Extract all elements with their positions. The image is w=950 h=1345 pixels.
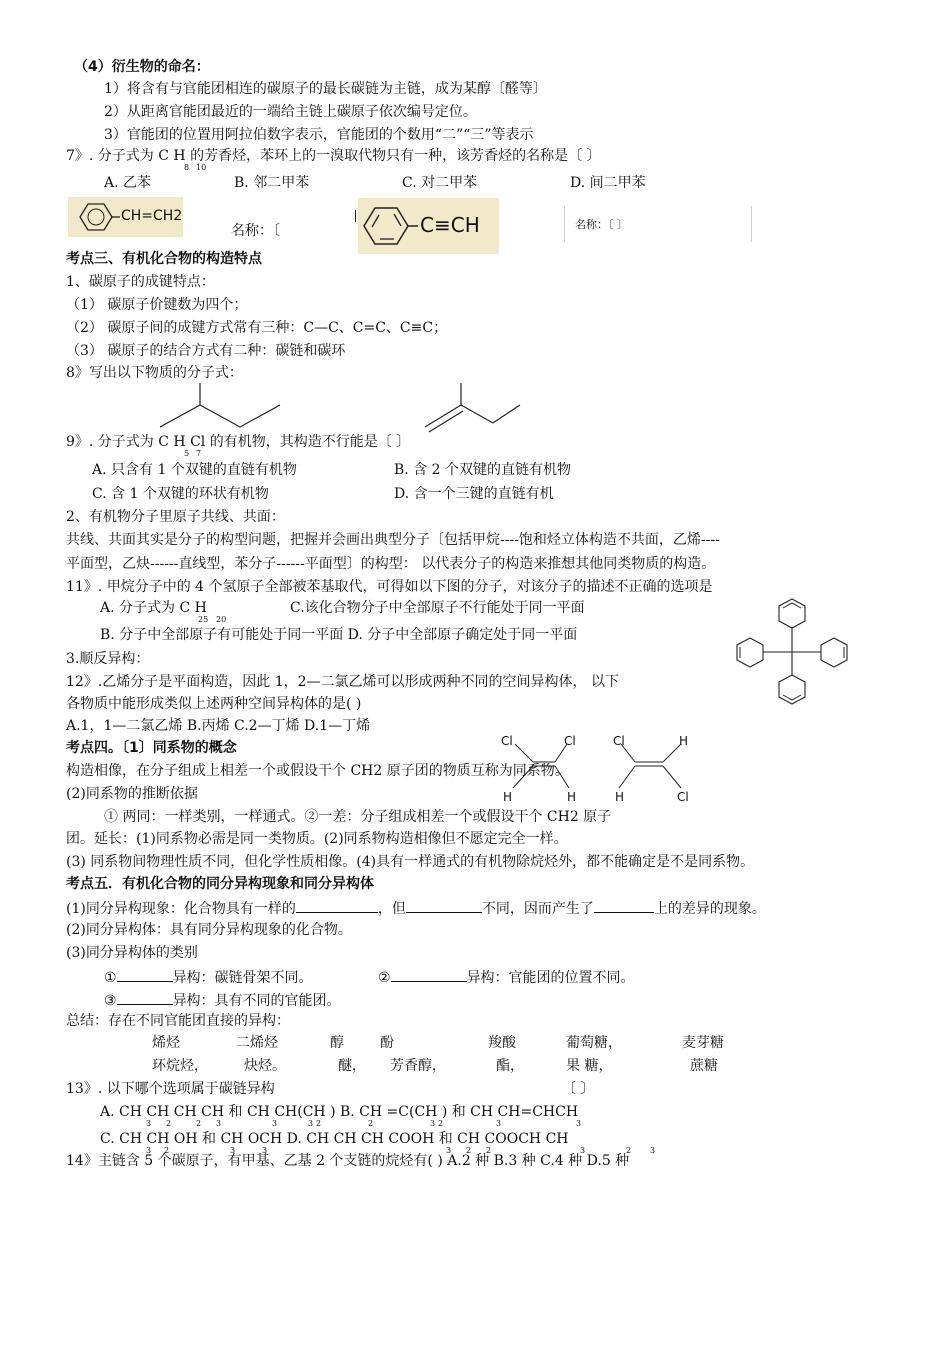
isomer-pair-bottom: 炔烃。	[244, 1058, 286, 1074]
subscript: 3	[496, 1119, 502, 1128]
paragraph: 平面型，乙炔------直线型，苯分子------平面型〕的构型： 以代表分子的构造来推想其他同类物质的构造。	[66, 556, 716, 572]
subscript: 3	[430, 1119, 436, 1128]
tetraphenylmethane-structure	[730, 597, 855, 709]
text: ③	[104, 993, 117, 1009]
paragraph: （1） 碳原子价键数为四个；	[66, 297, 248, 313]
isomer-pair-bottom: 果 糖，	[566, 1058, 613, 1074]
subscript: 3	[580, 1146, 586, 1155]
paragraph: 2、有机物分子里原子共线、共面：	[66, 509, 285, 525]
question-12-cont: 各物质中能形成类似上述两种空间异构体的是( )	[66, 696, 362, 712]
options-c-d: C. CH CH OH 和 CH OCH D. CH CH CH COOH 和 CH COOCH CH	[100, 1131, 569, 1147]
question-7: 7》. 分子式为 C H 的芳香烃，苯环上的一溴取代物只有一种，该芳香烃的名称是〔 〕	[66, 148, 601, 164]
bracket-mark	[355, 210, 360, 222]
subscript: 20	[216, 615, 227, 624]
option-d: D. 含一个三键的直链有机	[394, 486, 554, 502]
paragraph: （3） 碳原子的结合方式有二种：碳链和碳环	[66, 343, 346, 359]
question-12: 12》.乙烯分子是平面构造，因此 1，2—二氯乙烯可以形成两种不同的空间异构体， 以下	[66, 674, 619, 690]
option-d: D. 间二甲苯	[570, 175, 646, 191]
isomer-pair-bottom: 芳香醇，	[390, 1058, 446, 1074]
question-14: 14》主链含 5 个碳原子，有甲基、乙基 2 个支链的烷烃有( ) A.2 种 B.3 种 C.4 种 D.5 种	[66, 1153, 630, 1169]
question-11: 11》. 甲烷分子中的 4 个氢原子全部被苯基取代，可得如以下图的分子，对该分子的描述不正确的选项是	[66, 579, 713, 595]
rule-2: 2）从距离官能团最近的一端给主链上碳原子依次编号定位。	[104, 104, 477, 120]
subscript: 3	[576, 1119, 582, 1128]
text: 异构：官能团的位置不同。	[466, 970, 635, 986]
option-c: C.该化合物分子中全部原子不行能处于同一平面	[290, 600, 585, 616]
subscript: 7	[196, 449, 202, 458]
subscript: 3	[308, 1119, 314, 1128]
skeletal-structure-1	[160, 383, 280, 433]
text: 不同，因而产生了	[481, 901, 594, 917]
isomer-pair-top: 羧酸	[488, 1035, 516, 1051]
section-heading-homolog: 考点四。〔1〕同系物的概念	[66, 740, 237, 756]
subscript: 3	[146, 1119, 152, 1128]
text: 异构：碳链骨架不同。	[172, 970, 313, 986]
isomer-pair-top: 葡萄糖，	[566, 1035, 622, 1051]
section-heading-derivative-naming: （4）衍生物的命名：	[74, 59, 210, 75]
paragraph: (3) 同系物间物理性质不同，但化学性质相像。(4)具有一样通式的有机物除烷烃外，都不能确定是不是同系物。	[66, 854, 755, 870]
phenylacetylene-structure	[358, 198, 499, 254]
option-b: B. 含 2 个双键的直链有机物	[394, 462, 571, 478]
name-box-2	[564, 206, 752, 242]
subscript: 3	[650, 1146, 656, 1155]
isomer-pair-top: 酚	[380, 1035, 394, 1051]
text: ②	[378, 970, 391, 986]
text: ①	[104, 970, 117, 986]
subscript: 2	[368, 1119, 374, 1128]
option-a: A. 只含有 1 个双键的直链有机物	[92, 462, 297, 478]
option-a: A. 分子式为 C H	[100, 600, 207, 616]
rule-1: 1）将含有与官能团相连的碳原子的最长碳链为主链，成为某醇〔醛等〕	[104, 81, 547, 97]
paragraph: (3)同分异构体的类别	[66, 945, 198, 961]
text: (1)同分异构现象：化合物具有一样的	[66, 901, 296, 917]
subscript: 2	[626, 1146, 632, 1155]
blank	[117, 967, 173, 982]
isomer-pair-bottom: 蔗糖	[690, 1058, 718, 1074]
option-b: B. 邻二甲苯	[234, 175, 310, 191]
subscript: 25	[198, 615, 209, 624]
subscript: 3	[272, 1119, 278, 1128]
subscript: 3	[146, 1146, 152, 1155]
paragraph: 1、碳原子的成键特点：	[66, 274, 215, 290]
blank	[296, 898, 378, 913]
paragraph: 团。延长：(1)同系物必需是同一类物质。(2)同系物构造相像但不愿定完全一样。	[66, 831, 568, 847]
atom-label: H	[615, 790, 625, 804]
atom-label: Cl	[613, 734, 625, 748]
section-heading-structure: 考点三、有机化合物的构造特点	[66, 251, 262, 267]
subscript: 3	[230, 1146, 236, 1155]
paragraph: 总结：存在不同官能团直接的异构：	[66, 1013, 290, 1029]
subscript: 2	[466, 1146, 472, 1155]
isomer-pair-top: 二烯烃	[236, 1035, 278, 1051]
section-heading-isomer: 考点五．有机化合物的同分异构现象和同分异构体	[66, 876, 374, 892]
question-8: 8》写出以下物质的分子式：	[66, 365, 243, 381]
styrene-formula: CH=CH2	[121, 208, 183, 224]
question-9: 9》. 分子式为 C H Cl 的有机物，其构造不行能是〔 〕	[66, 434, 411, 450]
isomer-type-2	[378, 967, 635, 987]
option-c: C. 含 1 个双键的环状有机物	[92, 486, 269, 502]
blank	[117, 990, 173, 1005]
subscript: 3	[262, 1146, 268, 1155]
options-a-b: A. CH CH CH CH 和 CH CH(CH ) B. CH =C(CH ) 和 CH CH=CHCH	[100, 1104, 579, 1120]
subscript: 5	[184, 449, 190, 458]
isomer-pair-top: 烯烃	[152, 1035, 180, 1051]
paragraph: （2） 碳原子间的成键方式常有三种：C—C、C=C、C≡C；	[66, 320, 448, 336]
subscript: 10	[196, 163, 207, 172]
paragraph: (2)同系物的推断依据	[66, 786, 198, 802]
subscript: 8	[184, 163, 190, 172]
answer-paren: 〔 〕	[562, 1081, 595, 1097]
blank	[594, 898, 654, 913]
question-13: 13》. 以下哪个选项属于碳链异构	[66, 1081, 275, 1097]
isomer-type-3	[104, 990, 341, 1010]
skeletal-structure-2	[425, 383, 520, 433]
option-c: C. 对二甲苯	[402, 175, 478, 191]
blank	[406, 898, 482, 913]
paragraph: (2)同分异构体：具有同分异构现象的化合物。	[66, 922, 352, 938]
option-b-d: B. 分子中全部原子有可能处于同一平面 D. 分子中全部原子确定处于同一平面	[100, 627, 578, 643]
atom-label: H	[679, 734, 689, 748]
text: 上的差异的现象。	[653, 901, 766, 917]
subscript: 2	[316, 1119, 322, 1128]
atom-label: Cl	[564, 734, 576, 748]
blank	[391, 967, 467, 982]
isomer-type-1	[104, 967, 313, 987]
phenylacetylene-formula: C≡CH	[420, 213, 480, 237]
subscript: 2	[196, 1119, 202, 1128]
text: ，但	[377, 901, 406, 917]
paragraph: ① 两同：一样类别，一样通式。②一差：分子组成相差一个或假设干个 CH2 原子	[104, 809, 612, 825]
name-blank-2: 名称：〔 〕	[575, 218, 628, 231]
option-a: A. 乙苯	[104, 175, 152, 191]
isomer-pair-bottom: 酯，	[496, 1058, 524, 1074]
paragraph: 3.顺反异构：	[66, 651, 150, 667]
isomer-def-line	[66, 898, 766, 918]
isomer-pair-top: 麦芽糖	[682, 1035, 724, 1051]
atom-label: Cl	[677, 790, 689, 804]
subscript: 2	[166, 1119, 172, 1128]
subscript: 3	[216, 1119, 222, 1128]
isomer-pair-bottom: 环烷烃，	[152, 1058, 208, 1074]
subscript: 2	[486, 1146, 492, 1155]
isomer-pair-top: 醇	[330, 1035, 344, 1051]
subscript: 3	[446, 1146, 452, 1155]
subscript: 2	[164, 1146, 170, 1155]
atom-label: H	[567, 790, 577, 804]
subscript: 2	[438, 1119, 444, 1128]
atom-label: H	[503, 790, 513, 804]
styrene-structure	[68, 197, 183, 237]
name-blank-1: 名称：〔	[231, 223, 280, 239]
atom-label: Cl	[501, 734, 513, 748]
rule-3: 3）官能团的位置用阿拉伯数字表示，官能团的个数用“二”“三”等表示	[104, 127, 534, 143]
question-12-options: A.1，1—二氯乙烯 B.丙烯 C.2—丁烯 D.1—丁烯	[66, 718, 371, 734]
text: 异构：具有不同的官能团。	[172, 993, 341, 1009]
isomer-pair-bottom: 醚，	[338, 1058, 366, 1074]
paragraph: 构造相像，在分子组成上相差一个或假设干个 CH2 原子团的物质互称为同系物。	[66, 763, 569, 779]
paragraph: 共线、共面其实是分子的构型问题，把握并会画出典型分子〔包括甲烷----饱和烃立体构造不共面，乙烯----	[66, 532, 720, 548]
